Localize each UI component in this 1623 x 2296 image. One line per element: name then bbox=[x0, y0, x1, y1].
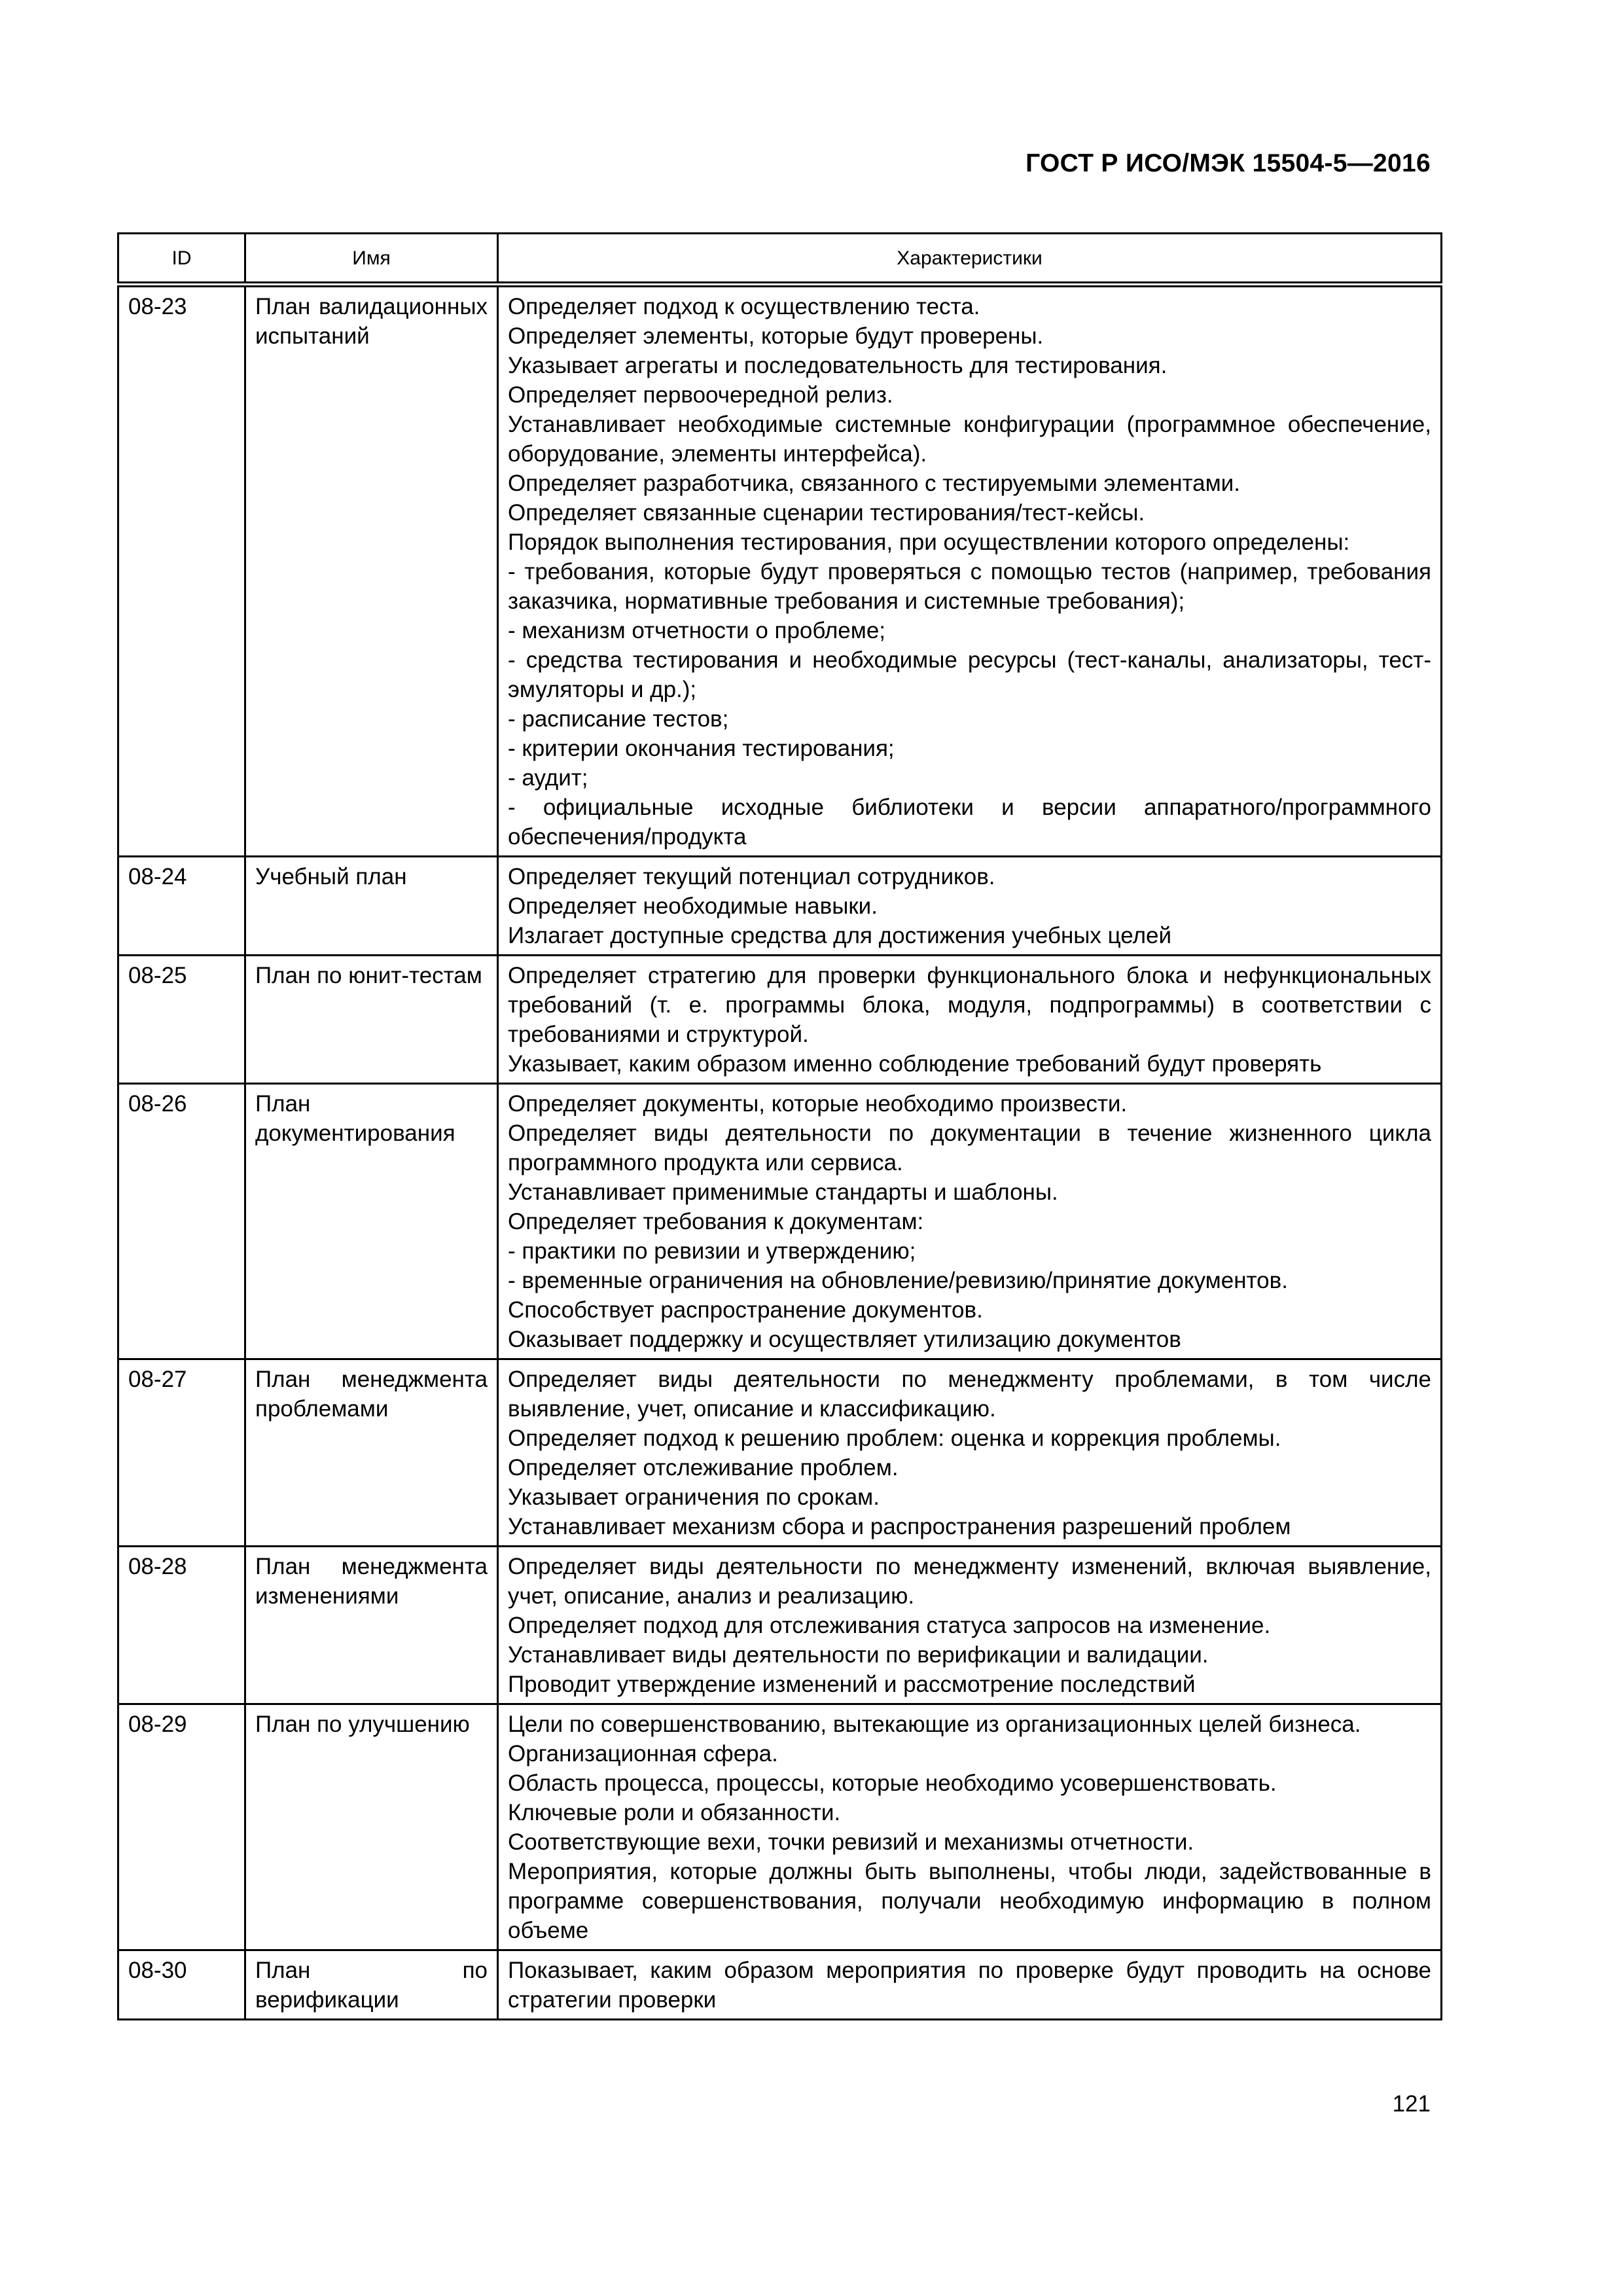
characteristic-line: Определяет документы, которые необходимо произвести. bbox=[508, 1091, 1128, 1117]
characteristic-line: Определяет первоочередной релиз. bbox=[508, 382, 893, 408]
characteristic-line: Цели по совершенствованию, вытекающие из организационных целей бизнеса. bbox=[508, 1712, 1361, 1737]
characteristic-line: Устанавливает механизм сбора и распространения разрешений проблем bbox=[508, 1514, 1291, 1539]
characteristic-line: - официальные исходные библиотеки и версии аппаратного/программного обеспечения/продукта bbox=[508, 795, 1431, 850]
row-name-cell: Учебный план bbox=[245, 857, 498, 956]
characteristic-line: Определяет подход для отслеживания статуса запросов на изменение. bbox=[508, 1613, 1271, 1638]
row-characteristics-cell bbox=[498, 285, 1442, 857]
row-id-cell: 08-24 bbox=[118, 857, 245, 956]
characteristic-line: Определяет подход к решению проблем: оценка и коррекция проблемы. bbox=[508, 1426, 1281, 1451]
table-body bbox=[118, 285, 1442, 2020]
row-id-cell: 08-25 bbox=[118, 956, 245, 1084]
table-row bbox=[118, 1084, 1442, 1359]
row-id-cell: 08-28 bbox=[118, 1547, 245, 1704]
row-characteristics-cell bbox=[498, 857, 1442, 956]
table-row bbox=[118, 1704, 1442, 1950]
row-name-cell: План по улучшению bbox=[245, 1704, 498, 1950]
row-name-cell: План менеджмента проблемами bbox=[245, 1359, 498, 1547]
characteristic-line: Определяет необходимые навыки. bbox=[508, 893, 878, 919]
row-characteristics-cell bbox=[498, 1547, 1442, 1704]
row-id-cell: 08-26 bbox=[118, 1084, 245, 1359]
characteristic-line: - средства тестирования и необходимые ресурсы (тест-каналы, анализаторы, тест-эмуляторы и др.); bbox=[508, 647, 1431, 702]
row-name-cell: План менеджмента изменениями bbox=[245, 1547, 498, 1704]
characteristic-line: Область процесса, процессы, которые необходимо усовершенствовать. bbox=[508, 1770, 1277, 1796]
characteristic-line: - расписание тестов; bbox=[508, 706, 729, 732]
row-name-cell: План по юнит-тестам bbox=[245, 956, 498, 1084]
characteristic-line: Устанавливает применимые стандарты и шаблоны. bbox=[508, 1179, 1058, 1205]
table-row bbox=[118, 857, 1442, 956]
row-id-cell: 08-23 bbox=[118, 285, 245, 857]
characteristic-line: Определяет связанные сценарии тестирования/тест-кейсы. bbox=[508, 500, 1145, 526]
characteristic-line: Организационная сфера. bbox=[508, 1741, 778, 1767]
table-header bbox=[118, 234, 1442, 285]
characteristic-line: - механизм отчетности о проблеме; bbox=[508, 618, 886, 643]
document-standard-header: ГОСТ Р ИСО/МЭК 15504-5—2016 bbox=[1026, 149, 1431, 177]
characteristic-line: - практики по ревизии и утверждению; bbox=[508, 1238, 916, 1264]
row-name-cell: План валидационных испытаний bbox=[245, 285, 498, 857]
row-characteristics-cell bbox=[498, 1950, 1442, 2020]
characteristic-line: Соответствующие вехи, точки ревизий и механизмы отчетности. bbox=[508, 1829, 1194, 1855]
row-id-cell: 08-30 bbox=[118, 1950, 245, 2020]
characteristic-line: Определяет текущий потенциал сотрудников. bbox=[508, 864, 995, 889]
characteristic-line: Определяет отслеживание проблем. bbox=[508, 1455, 899, 1480]
row-id-cell: 08-29 bbox=[118, 1704, 245, 1950]
characteristic-line: Излагает доступные средства для достижения учебных целей bbox=[508, 923, 1172, 948]
characteristics-table bbox=[117, 232, 1442, 2020]
column-header-id: ID bbox=[118, 234, 245, 285]
characteristic-line: Проводит утверждение изменений и рассмотрение последствий bbox=[508, 1672, 1196, 1697]
row-id-cell: 08-27 bbox=[118, 1359, 245, 1547]
row-characteristics-cell bbox=[498, 1704, 1442, 1950]
table-header-row bbox=[118, 234, 1442, 285]
characteristic-line: Указывает агрегаты и последовательность для тестирования. bbox=[508, 353, 1168, 378]
characteristic-line: Устанавливает необходимые системные конфигурации (программное обеспечение, оборудование, элементы интерфейса). bbox=[508, 412, 1431, 467]
table-row bbox=[118, 956, 1442, 1084]
characteristic-line: Показывает, каким образом мероприятия по проверке будут проводить на основе стратегии проверки bbox=[508, 1958, 1431, 2013]
characteristic-line: - аудит; bbox=[508, 765, 588, 791]
table-row bbox=[118, 1547, 1442, 1704]
characteristic-line: Способствует распространение документов. bbox=[508, 1297, 983, 1323]
characteristic-line: Порядок выполнения тестирования, при осуществлении которого определены: bbox=[508, 529, 1350, 555]
characteristic-line: Оказывает поддержку и осуществляет утилизацию документов bbox=[508, 1327, 1181, 1352]
characteristic-line: Определяет виды деятельности по менеджменту изменений, включая выявление, учет, описание, анализ и реализацию. bbox=[508, 1554, 1431, 1609]
characteristic-line: Ключевые роли и обязанности. bbox=[508, 1800, 841, 1825]
characteristic-line: Мероприятия, которые должны быть выполнены, чтобы люди, задействованные в программе совершенствования, получали необходимую информацию в полном объеме bbox=[508, 1859, 1431, 1943]
characteristic-line: Определяет требования к документам: bbox=[508, 1209, 924, 1234]
row-characteristics-cell bbox=[498, 1084, 1442, 1359]
page-number: 121 bbox=[1392, 2091, 1431, 2117]
characteristic-line: - временные ограничения на обновление/ревизию/принятие документов. bbox=[508, 1268, 1288, 1293]
column-header-characteristics: Характеристики bbox=[498, 234, 1442, 285]
characteristic-line: Определяет разработчика, связанного с тестируемыми элементами. bbox=[508, 471, 1240, 496]
characteristic-line: Определяет виды деятельности по документации в течение жизненного цикла программного продукта или сервиса. bbox=[508, 1121, 1431, 1175]
characteristic-line: Определяет подход к осуществлению теста. bbox=[508, 294, 980, 319]
row-characteristics-cell bbox=[498, 1359, 1442, 1547]
table-row bbox=[118, 285, 1442, 857]
characteristic-line: - требования, которые будут проверяться с помощью тестов (например, требования заказчика, нормативные требования и системные требования); bbox=[508, 559, 1431, 614]
row-characteristics-cell bbox=[498, 956, 1442, 1084]
table-row bbox=[118, 1359, 1442, 1547]
characteristic-line: Указывает ограничения по срокам. bbox=[508, 1484, 880, 1510]
row-name-cell: План по верификации bbox=[245, 1950, 498, 2020]
table-row bbox=[118, 1950, 1442, 2020]
column-header-name: Имя bbox=[245, 234, 498, 285]
characteristic-line: Указывает, каким образом именно соблюдение требований будут проверять bbox=[508, 1051, 1322, 1077]
characteristic-line: Устанавливает виды деятельности по верификации и валидации. bbox=[508, 1642, 1209, 1668]
characteristic-line: - критерии окончания тестирования; bbox=[508, 736, 895, 761]
characteristic-line: Определяет стратегию для проверки функционального блока и нефункциональных требований (т. е. программы блока, модуля, подпрограммы) в соответствии с требованиями и структурой. bbox=[508, 963, 1431, 1047]
row-name-cell: План документирования bbox=[245, 1084, 498, 1359]
characteristic-line: Определяет элементы, которые будут проверены. bbox=[508, 323, 1044, 349]
characteristic-line: Определяет виды деятельности по менеджменту проблемами, в том числе выявление, учет, описание и классификацию. bbox=[508, 1367, 1431, 1422]
